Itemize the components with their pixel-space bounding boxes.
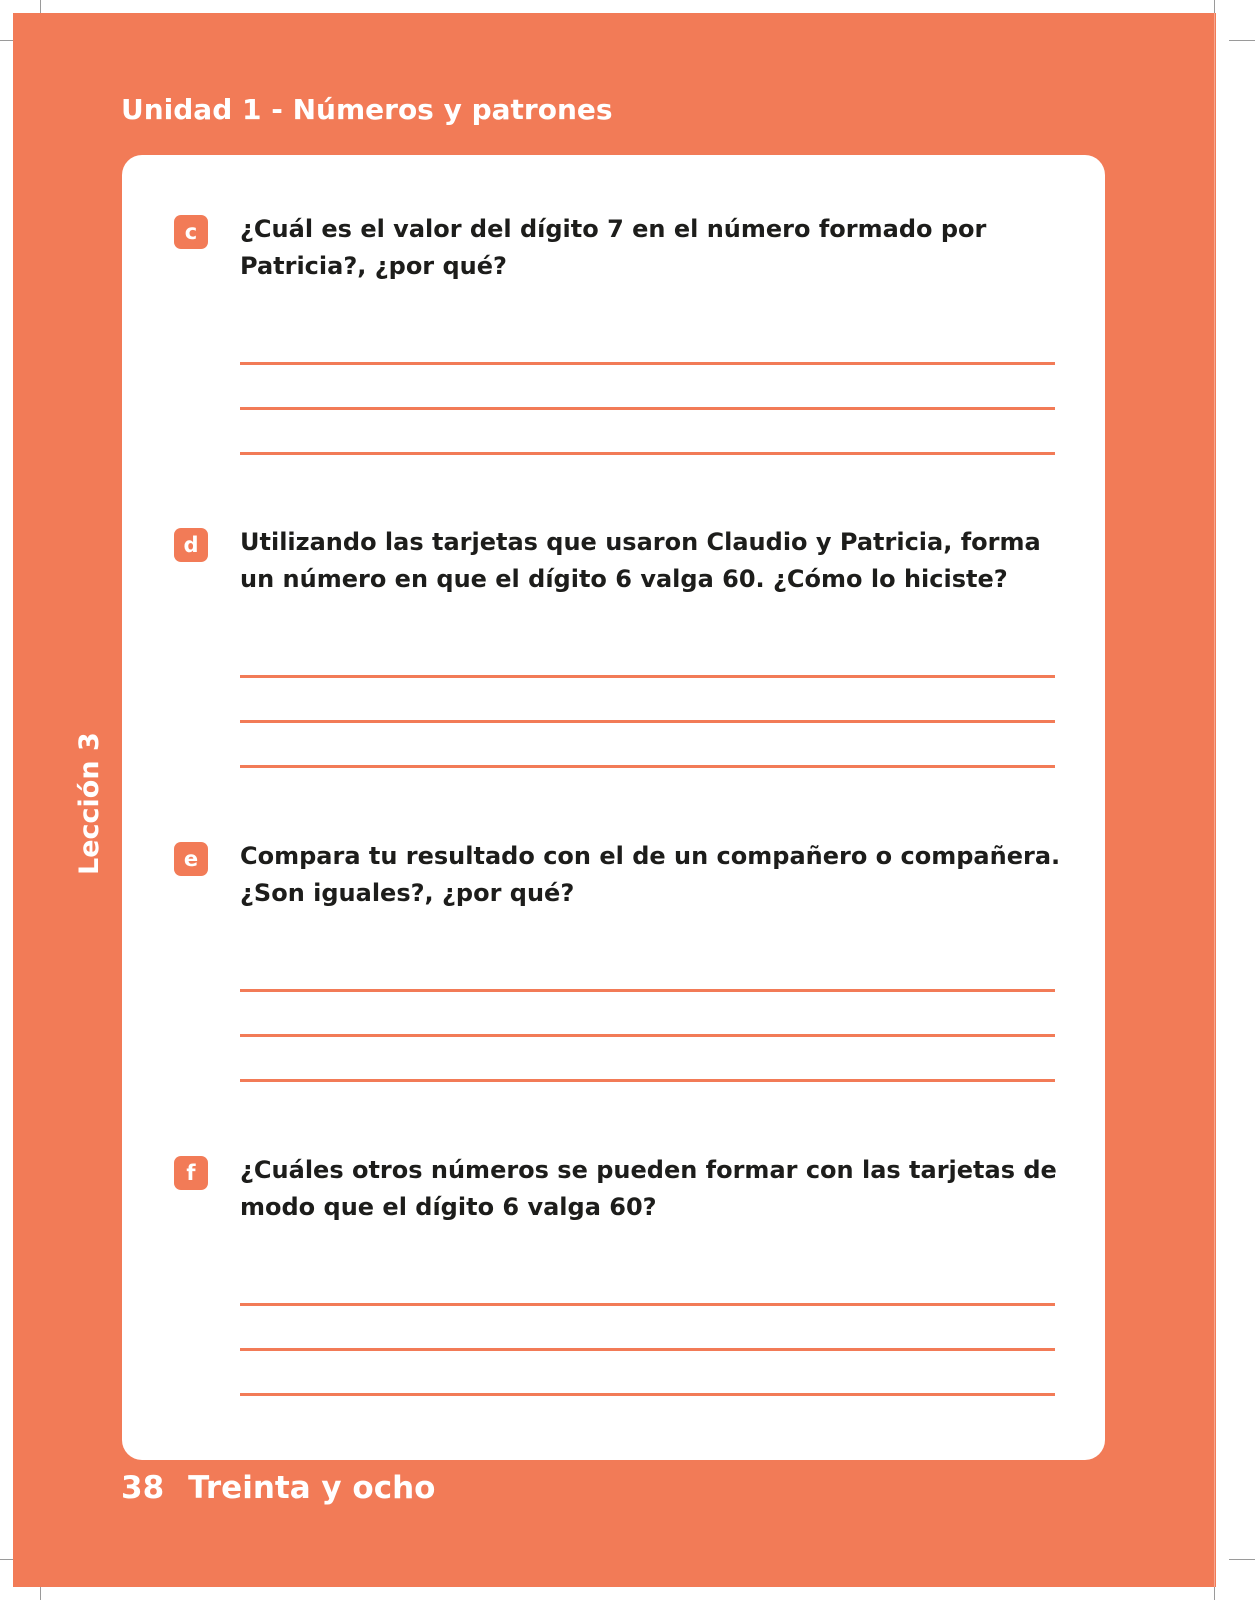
question-prompt: ¿Cuál es el valor del dígito 7 en el número formado por Patricia?, ¿por qué? [240, 215, 987, 280]
answer-line[interactable] [240, 452, 1055, 455]
page-number: 38 [121, 1470, 165, 1506]
exercise-panel [122, 155, 1105, 1460]
question-letter-badge: d [174, 528, 208, 562]
question-letter-badge: f [174, 1156, 208, 1190]
lesson-label: Lección 3 [74, 732, 105, 875]
crop-mark [1229, 40, 1255, 41]
question-prompt: Compara tu resultado con el de un compañero o compañera. ¿Son iguales?, ¿por qué? [240, 842, 1061, 907]
question-letter-badge: e [174, 842, 208, 876]
answer-line[interactable] [240, 1303, 1055, 1306]
answer-line[interactable] [240, 675, 1055, 678]
bleed-line [1214, 13, 1215, 1587]
answer-line[interactable] [240, 1034, 1055, 1037]
unit-title: Unidad 1 - Números y patrones [121, 93, 613, 126]
answer-line[interactable] [240, 1348, 1055, 1351]
question-prompt: ¿Cuáles otros números se pueden formar con las tarjetas de modo que el dígito 6 valga 60? [240, 1156, 1057, 1221]
answer-line[interactable] [240, 407, 1055, 410]
page-number-words: Treinta y ocho [188, 1470, 436, 1506]
question-prompt: Utilizando las tarjetas que usaron Claudio y Patricia, forma un número en que el dígito 6 valga 60. ¿Cómo lo hiciste? [240, 528, 1041, 593]
answer-line[interactable] [240, 1393, 1055, 1396]
question-f [122, 1096, 1105, 1356]
answer-line[interactable] [240, 1079, 1055, 1082]
answer-line[interactable] [240, 720, 1055, 723]
answer-line[interactable] [240, 362, 1055, 365]
question-letter-badge: c [174, 215, 208, 249]
answer-line[interactable] [240, 989, 1055, 992]
question-d [122, 468, 1105, 728]
answer-line[interactable] [240, 765, 1055, 768]
question-e [122, 782, 1105, 1042]
question-c [122, 155, 1105, 415]
crop-mark [1229, 1559, 1255, 1560]
page-footer [121, 1470, 436, 1506]
